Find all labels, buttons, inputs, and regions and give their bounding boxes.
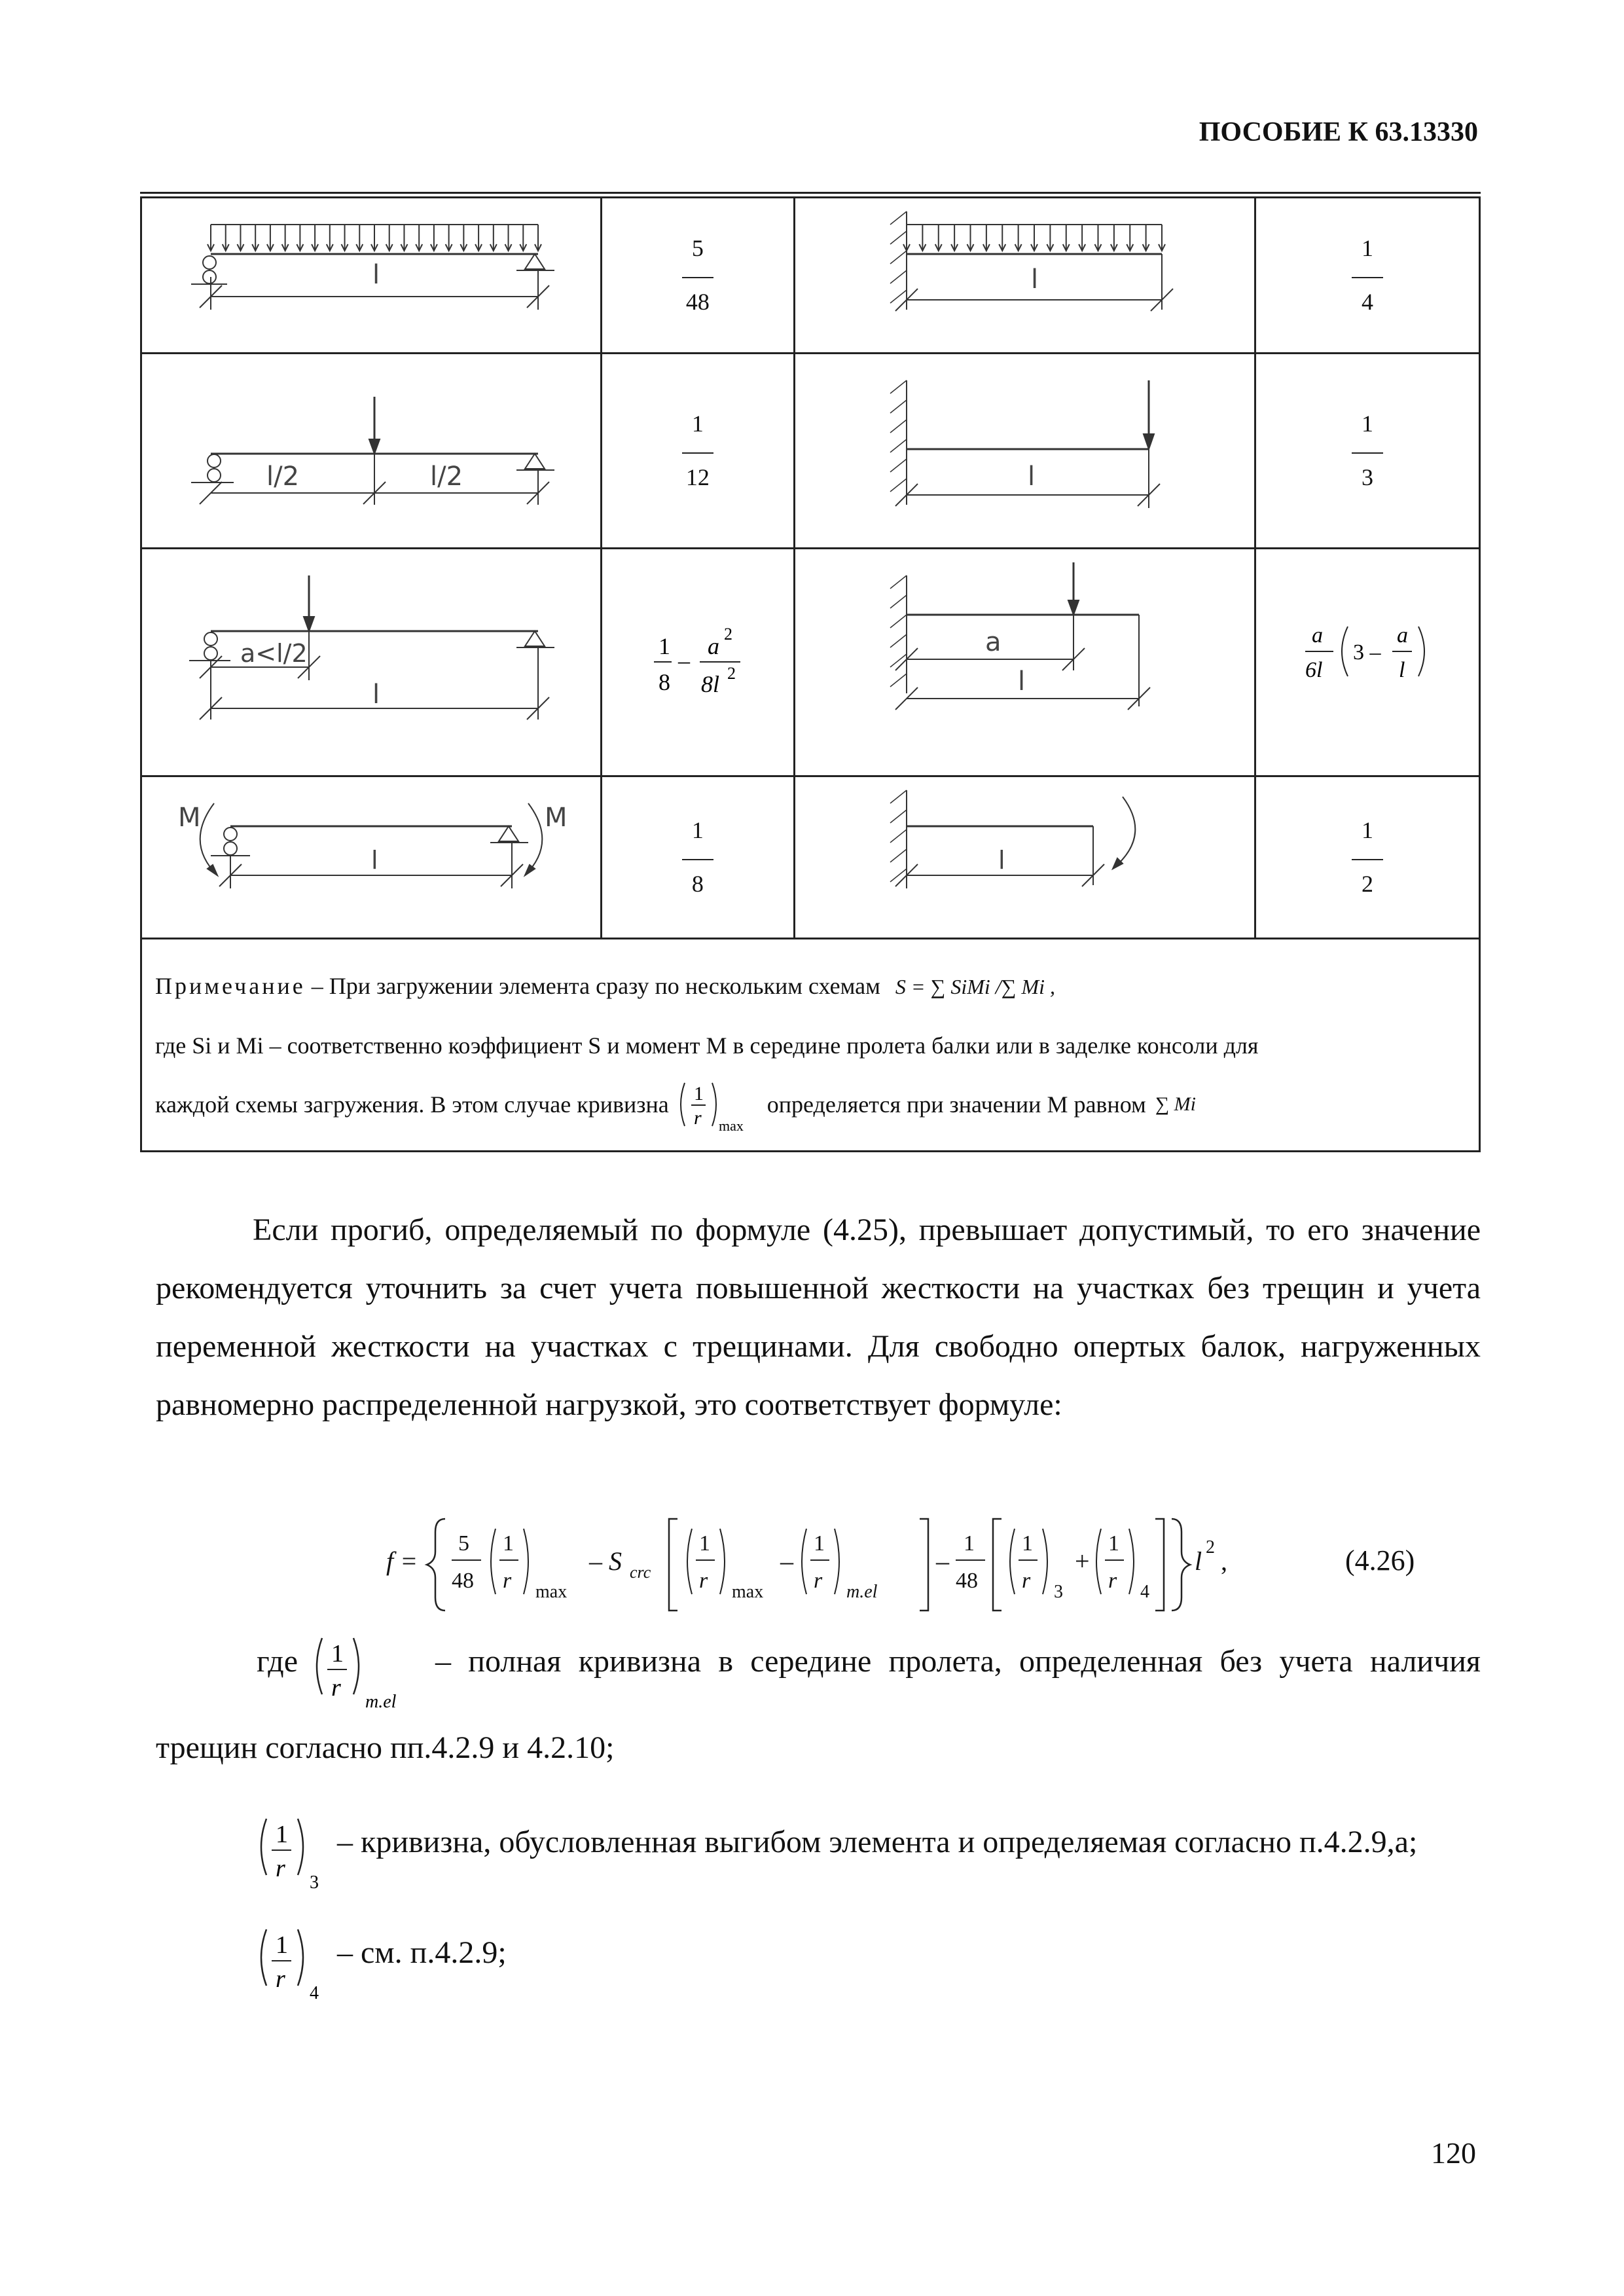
coef-term: 1: [658, 633, 670, 659]
fraction-numerator: 1: [503, 1531, 514, 1556]
scheme-simple-end-moments: [141, 776, 602, 939]
curvature-mel-symbol: [308, 1630, 439, 1715]
table-note: [141, 939, 1480, 1152]
curvature-3-symbol: [252, 1811, 331, 1896]
svg-text:1: 1: [331, 1640, 344, 1667]
formula-4-26: [367, 1499, 1479, 1624]
subscript: 4: [310, 1983, 319, 2003]
span-label: l: [1031, 264, 1039, 295]
coefficient-cell: [602, 354, 795, 549]
fraction-denominator: r: [503, 1569, 512, 1593]
moment-label: M: [545, 803, 568, 833]
fraction-denominator: r: [814, 1569, 823, 1593]
coef-term: 6l: [1305, 658, 1323, 682]
note-label: Примечание: [155, 972, 306, 999]
span-label: l/2: [266, 462, 300, 492]
note-text: определяется при значении M равном: [767, 1091, 1146, 1118]
page-number: 120: [1431, 2136, 1476, 2170]
coefficient-cell: [602, 549, 795, 776]
note-line-3: [155, 1075, 1466, 1134]
coef-exponent: 2: [727, 664, 736, 683]
subscript: 3: [1054, 1582, 1063, 1602]
coef-numerator: 1: [691, 410, 704, 437]
operator: –: [936, 1546, 949, 1576]
fraction-denominator: r: [699, 1569, 708, 1593]
svg-text:–: –: [677, 647, 690, 674]
span-label: a<l/2: [240, 639, 308, 668]
svg-text:1: 1: [276, 1821, 288, 1848]
subscript: max: [718, 1117, 744, 1134]
coefficient-cell: [602, 198, 795, 354]
deflection-coefficient-table: [140, 196, 1481, 1152]
table-row: [141, 776, 1480, 939]
note-formula: S = ∑ SiMi /∑ Mi ,: [895, 974, 1055, 998]
coefficient-cell: [1255, 354, 1479, 549]
formula-term: l: [1195, 1546, 1202, 1576]
table-row: [141, 198, 1480, 354]
fraction-numerator: 1: [1108, 1531, 1119, 1556]
formula-lhs: f =: [386, 1546, 418, 1576]
subscript: crc: [630, 1563, 651, 1582]
coef-term: 8l: [700, 671, 719, 697]
coef-exponent: 2: [723, 625, 732, 644]
subscript: m.el: [365, 1692, 397, 1712]
operator: –: [780, 1546, 793, 1576]
scheme-cantilever-uniform-load: [794, 198, 1255, 354]
coef-denominator: 12: [685, 464, 710, 490]
coef-numerator: 1: [1361, 817, 1373, 844]
running-header: ПОСОБИЕ К 63.13330: [1199, 117, 1478, 147]
scheme-simple-uniform-load: [141, 198, 602, 354]
fraction-numerator: 1: [964, 1531, 975, 1556]
fraction-denominator: r: [1022, 1569, 1031, 1593]
fraction-numerator: 1: [814, 1531, 825, 1556]
table-top-rule: [140, 192, 1481, 194]
operator: +: [1075, 1546, 1090, 1576]
moment-label: M: [178, 803, 201, 833]
coefficient-cell: [602, 776, 795, 939]
table-row: [141, 549, 1480, 776]
span-label: a: [985, 627, 1001, 657]
definition-mel-cont: трещин согласно пп.4.2.9 и 4.2.10;: [156, 1730, 615, 1765]
svg-text:1: 1: [693, 1082, 704, 1104]
fraction-numerator: 1: [1022, 1531, 1033, 1556]
span-label: l: [371, 846, 378, 875]
scheme-cantilever-point-load-offset: [794, 549, 1255, 776]
definition-curvature-4: – см. п.4.2.9;: [337, 1935, 507, 1970]
coef-term: l: [1398, 658, 1405, 682]
span-label: l: [998, 846, 1005, 875]
svg-text:1: 1: [276, 1931, 288, 1959]
coefficient-cell: [1255, 198, 1479, 354]
equation-number: (4.26): [1345, 1544, 1415, 1576]
formula-term: – S: [589, 1546, 622, 1576]
coef-numerator: 1: [691, 817, 704, 844]
coef-term: a: [1311, 623, 1323, 647]
scheme-simple-point-load-mid: [141, 354, 602, 549]
coef-term: a: [1396, 623, 1408, 647]
note-formula: ∑ Mi: [1155, 1093, 1197, 1115]
subscript: 3: [310, 1872, 319, 1893]
note-text: – При загружении элемента сразу по нескольким схемам: [311, 972, 880, 999]
note-line-2: где Si и Mi – соответственно коэффициент S и момент M в середине пролета балки или в заделке консоли для: [155, 1032, 1259, 1059]
fraction-denominator: 48: [956, 1569, 978, 1593]
main-paragraph: Если прогиб, определяемый по формуле (4.25), превышает допустимый, то его значение рекомендуется уточнить за счет учета повышенной жесткости на участках без трещин и учета переменной жесткости на участках с трещинами. Для свободно опертых балок, нагруженных равномерно распределенной нагрузкой, это соответствует формуле:: [156, 1212, 1481, 1422]
coefficient-cell: [1255, 549, 1479, 776]
fraction-numerator: 5: [458, 1531, 469, 1556]
punctuation: ,: [1221, 1546, 1227, 1576]
fraction-numerator: 1: [699, 1531, 710, 1556]
coef-numerator: 1: [1361, 235, 1373, 262]
subscript: m.el: [846, 1582, 878, 1602]
coef-term: a: [707, 633, 719, 659]
svg-text:r: r: [276, 1965, 285, 1993]
definition-curvature-3: – кривизна, обусловленная выгибом элемента и определяемая согласно п.4.2.9,а;: [337, 1825, 1418, 1859]
coef-term: 8: [658, 669, 670, 695]
subscript: max: [535, 1582, 568, 1602]
scheme-simple-point-load-offset: [141, 549, 602, 776]
table-note-row: [141, 939, 1480, 1152]
scheme-cantilever-point-load-tip: [794, 354, 1255, 549]
span-label: l: [372, 260, 380, 290]
coef-denominator: 3: [1361, 464, 1373, 490]
where-label: где: [257, 1644, 298, 1679]
subscript: max: [732, 1582, 764, 1602]
svg-text:r: r: [276, 1855, 285, 1882]
coef-denominator: 8: [691, 870, 704, 897]
coefficient-cell: [1255, 776, 1479, 939]
coef-denominator: 2: [1361, 870, 1373, 897]
coef-numerator: 1: [1361, 410, 1373, 437]
note-text: каждой схемы загружения. В этом случае кривизна: [155, 1091, 669, 1118]
note-line-1: [155, 957, 1466, 1016]
svg-text:r: r: [693, 1106, 702, 1129]
span-label: l: [1018, 666, 1026, 697]
svg-text:r: r: [331, 1674, 341, 1702]
exponent: 2: [1206, 1537, 1215, 1558]
fraction-denominator: r: [1108, 1569, 1117, 1593]
fraction-denominator: 48: [452, 1569, 474, 1593]
scheme-cantilever-end-moment: [794, 776, 1255, 939]
span-label: l: [1028, 462, 1036, 492]
coef-denominator: 48: [685, 288, 710, 315]
coef-term: 3 –: [1352, 640, 1381, 665]
span-label: l: [372, 680, 380, 710]
span-label: l/2: [430, 462, 463, 492]
coef-numerator: 5: [691, 235, 704, 262]
curvature-4-symbol: [252, 1922, 331, 2007]
coef-denominator: 4: [1361, 288, 1373, 315]
subscript: 4: [1140, 1582, 1149, 1602]
definition-mel: – полная кривизна в середине пролета, определенная без учета наличия: [435, 1644, 1481, 1679]
table-row: [141, 354, 1480, 549]
